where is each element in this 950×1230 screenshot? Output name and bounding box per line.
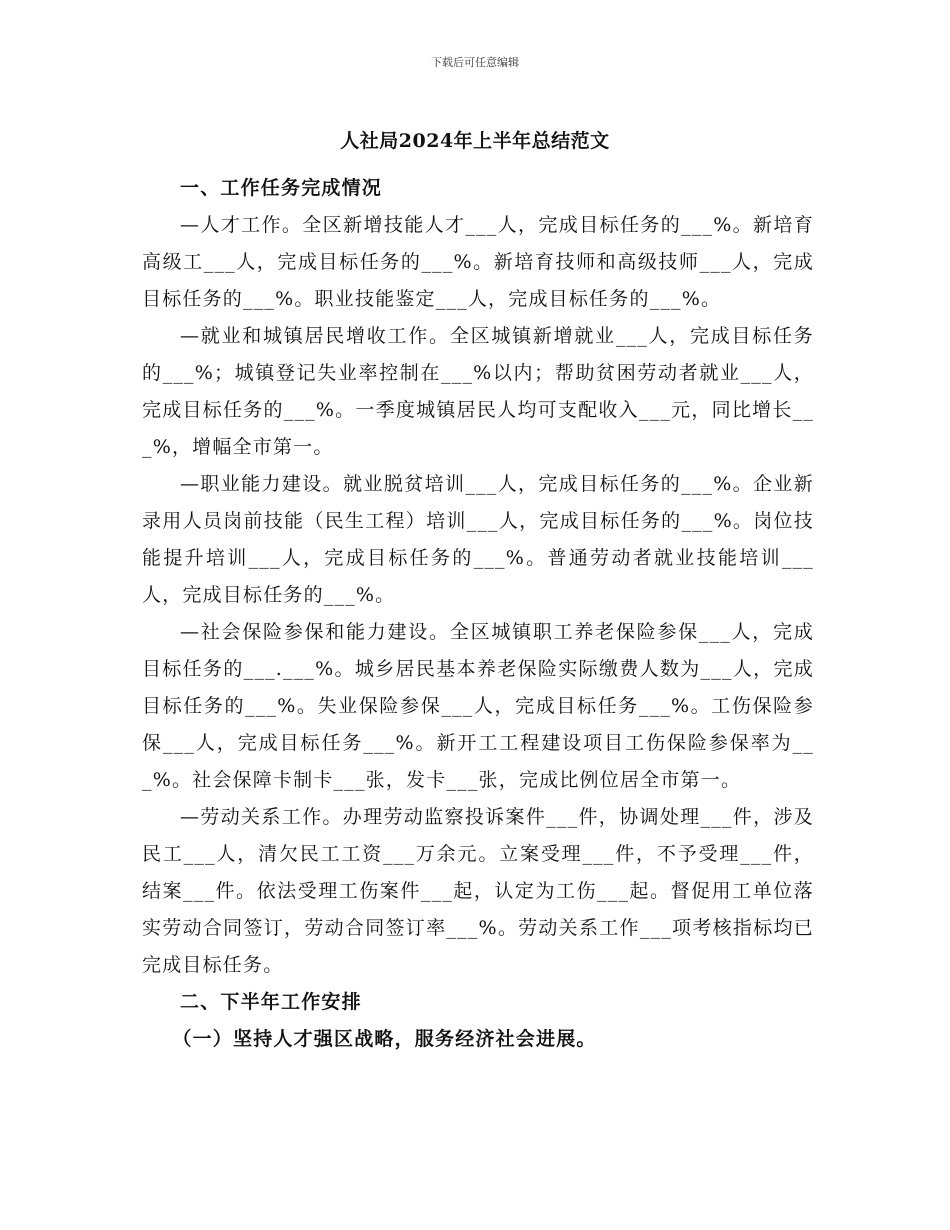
page-header: 下载后可任意编辑 — [431, 56, 519, 69]
subsection-heading-1: （一）坚持人才强区战略，服务经济社会进展。 — [172, 1028, 597, 1050]
paragraph-talent: —人才工作。全区新增技能人才___人，完成目标任务的___%。新培育高级工___人，完成目标任务的___%。新培育技师和高级技师___人，完成目标任务的___%。职业技能鉴定___人，完成目标任务的___%。 — [142, 214, 814, 310]
paragraph-vocational: —职业能力建设。就业脱贫培训___人，完成目标任务的___%。企业新录用人员岗前技能（民生工程）培训___人，完成目标任务的___%。岗位技能提升培训___人，完成目标任务的___%。普通劳动者就业技能培训___人，完成目标任务的___%。 — [142, 473, 814, 606]
document-body — [142, 170, 814, 1058]
paragraph-social-insurance: —社会保险参保和能力建设。全区城镇职工养老保险参保___人，完成目标任务的___.___%。城乡居民基本养老保险实际缴费人数为___人，完成目标任务的___%。失业保险参保___人，完成目标任务___%。工伤保险参保___人，完成目标任务___%。新开工工程建设项目工伤保险参保率为___%。社会保障卡制卡___张，发卡___张，完成比例位居全市第一。 — [142, 621, 814, 791]
document-title: 人社局2024年上半年总结范文 — [340, 130, 610, 152]
paragraph-labor-relations: —劳动关系工作。办理劳动监察投诉案件___件，协调处理___件，涉及民工___人，清欠民工工资___万余元。立案受理___件，不予受理___件，结案___件。依法受理工伤案件___起，认定为工伤___起。督促用工单位落实劳动合同签订，劳动合同签订率___%。劳动关系工作___项考核指标均已完成目标任务。 — [142, 806, 814, 976]
section-heading-2: 二、下半年工作安排 — [180, 991, 362, 1013]
paragraph-employment: —就业和城镇居民增收工作。全区城镇新增就业___人，完成目标任务的___%；城镇登记失业率控制在___%以内；帮助贫困劳动者就业___人，完成目标任务的___%。一季度城镇居民人均可支配收入___元，同比增长___%，增幅全市第一。 — [142, 325, 814, 458]
section-heading-1: 一、工作任务完成情况 — [180, 177, 383, 199]
